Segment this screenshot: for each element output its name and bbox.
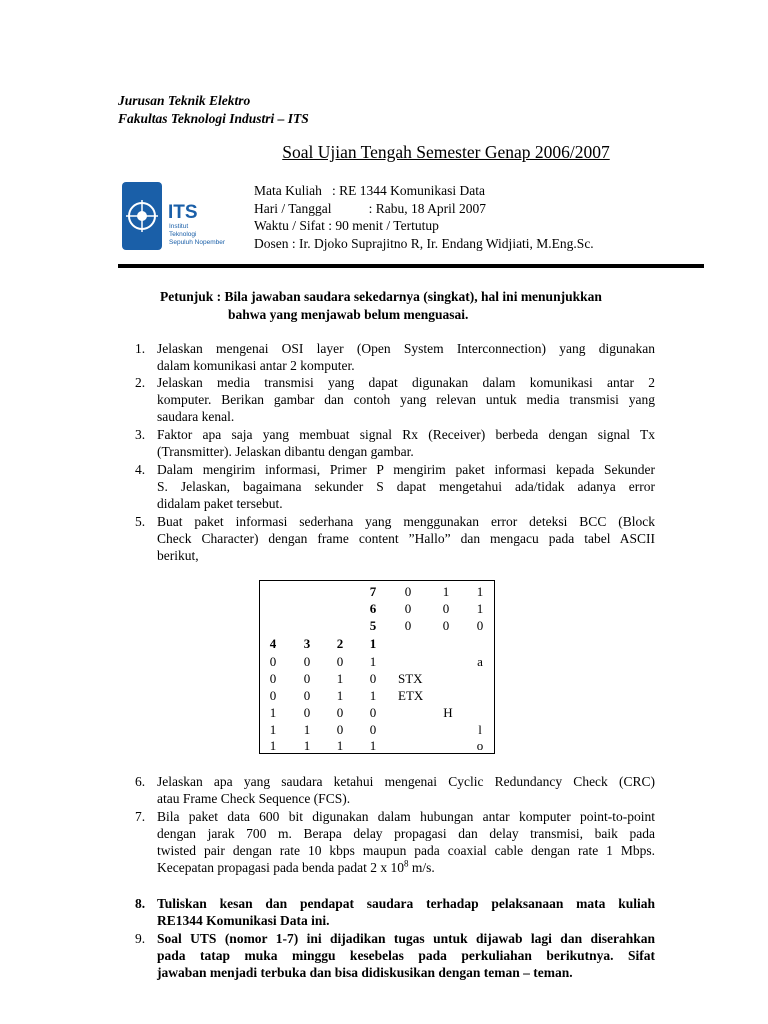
bit-value: 0 bbox=[369, 705, 377, 720]
question-line: (Transmitter). Jelaskan dibantu dengan gambar. bbox=[157, 444, 414, 459]
exponent: 8 bbox=[404, 858, 409, 869]
bit-value: 1 bbox=[303, 722, 311, 737]
question-2 bbox=[135, 374, 655, 425]
bit-label: 1 bbox=[369, 636, 377, 651]
its-logo-icon bbox=[120, 180, 232, 256]
question-line: dalam komunikasi antar 2 komputer. bbox=[157, 358, 355, 373]
question-4 bbox=[135, 461, 655, 512]
faculty-name: Fakultas Teknologi Industri – ITS bbox=[118, 111, 309, 126]
bit-value: 0 bbox=[404, 618, 412, 633]
question-6 bbox=[135, 773, 655, 807]
question-line: Jelaskan apa yang saudara ketahui mengenai Cyclic Redundancy Check (CRC) bbox=[157, 774, 655, 789]
bit-value: 1 bbox=[269, 722, 277, 737]
propagation-text: Kecepatan propagasi pada benda padat 2 x 10 bbox=[157, 860, 405, 875]
bit-label: 7 bbox=[369, 584, 377, 599]
bit-value: 0 bbox=[269, 688, 277, 703]
bit-label: 5 bbox=[369, 618, 377, 633]
question-number: 6. bbox=[135, 774, 146, 789]
ascii-table bbox=[259, 580, 495, 754]
question-line bbox=[157, 859, 655, 876]
question-line: komputer. Berikan gambar dan contoh yang relevan untuk media transmisi yang bbox=[157, 392, 655, 407]
ascii-char: l bbox=[478, 722, 482, 737]
question-number: 3. bbox=[135, 427, 146, 442]
question-line: S. Jelaskan, bagaimana sekunder S dapat mengetahui ada/tidak adanya error bbox=[157, 479, 655, 494]
question-number: 7. bbox=[135, 809, 146, 824]
logo-text: ITS bbox=[168, 202, 198, 223]
question-line: berikut, bbox=[157, 548, 199, 563]
bit-value: 1 bbox=[269, 738, 277, 753]
ascii-char: o bbox=[476, 738, 484, 753]
bit-value: 0 bbox=[442, 601, 450, 616]
question-line: Tuliskan kesan dan pendapat saudara terhadap pelaksanaan mata kuliah bbox=[157, 896, 655, 911]
question-7 bbox=[135, 808, 655, 876]
question-number: 1. bbox=[135, 341, 146, 356]
bit-value: 0 bbox=[303, 705, 311, 720]
course-info bbox=[254, 182, 594, 252]
bit-value: 1 bbox=[336, 671, 344, 686]
bit-value: 0 bbox=[476, 618, 484, 633]
bit-value: 0 bbox=[442, 618, 450, 633]
bit-value: 1 bbox=[369, 738, 377, 753]
question-line: pada tatap muka minggu kesebelas pada perkuliahan berikutnya. Sifat bbox=[157, 948, 655, 963]
bit-value: 1 bbox=[369, 654, 377, 669]
question-line: Jelaskan mengenai OSI layer (Open System Interconnection) yang digunakan bbox=[157, 341, 655, 356]
course-info-line: Mata Kuliah : RE 1344 Komunikasi Data bbox=[254, 183, 485, 198]
ascii-char: a bbox=[477, 654, 483, 669]
document-title: Soal Ujian Tengah Semester Genap 2006/2007 bbox=[282, 142, 610, 162]
question-8 bbox=[135, 895, 655, 929]
question-line: Soal UTS (nomor 1-7) ini dijadikan tugas untuk dijawab lagi dan diserahkan bbox=[157, 931, 655, 946]
instruction-block bbox=[160, 288, 658, 323]
question-line: jawaban menjadi terbuka dan bisa didiskusikan dengan teman – teman. bbox=[157, 965, 573, 980]
bit-value: 1 bbox=[476, 601, 484, 616]
question-line: Faktor apa saja yang membuat signal Rx (Receiver) berbeda dengan signal Tx bbox=[157, 427, 655, 442]
bit-value: 1 bbox=[303, 738, 311, 753]
question-number: 9. bbox=[135, 931, 146, 946]
bit-value: 0 bbox=[404, 584, 412, 599]
bit-label: 6 bbox=[369, 601, 377, 616]
bit-value: 0 bbox=[369, 671, 377, 686]
question-line: Bila paket data 600 bit digunakan dalam hubungan antar komputer point-to-point bbox=[157, 809, 655, 824]
question-9 bbox=[135, 930, 655, 981]
question-line: didalam paket tersebut. bbox=[157, 496, 283, 511]
bit-value: 1 bbox=[336, 738, 344, 753]
question-line: Dalam mengirim informasi, Primer P mengirim paket informasi kepada Sekunder bbox=[157, 462, 655, 477]
question-1 bbox=[135, 340, 655, 374]
its-logo bbox=[120, 180, 232, 256]
question-line: RE1344 Komunikasi Data ini. bbox=[157, 913, 330, 928]
instruction-line: Petunjuk : Bila jawaban saudara sekedarnya (singkat), hal ini menunjukkan bbox=[160, 289, 602, 304]
bit-value: 0 bbox=[336, 654, 344, 669]
question-line: atau Frame Check Sequence (FCS). bbox=[157, 791, 351, 806]
header-block bbox=[118, 92, 309, 128]
question-line: Check Character) dengan frame content ”Hallo” dan mengacu pada tabel ASCII bbox=[157, 531, 655, 546]
question-number: 5. bbox=[135, 514, 146, 529]
header-divider bbox=[118, 264, 704, 268]
course-info-line: Hari / Tanggal : Rabu, 18 April 2007 bbox=[254, 200, 487, 216]
bit-value: 1 bbox=[269, 705, 277, 720]
bit-label: 4 bbox=[269, 636, 277, 651]
bit-value: 0 bbox=[269, 671, 277, 686]
logo-subtext-3: Sepuluh Nopember bbox=[169, 239, 226, 246]
question-3 bbox=[135, 426, 655, 460]
question-line: twisted pair dengan rate 10 kbps maupun pada coaxial cable dengan rate 1 Mbps. bbox=[157, 843, 655, 858]
propagation-unit: m/s. bbox=[408, 860, 435, 875]
ascii-char: STX bbox=[398, 671, 423, 686]
question-number: 4. bbox=[135, 462, 146, 477]
question-line: dengan jarak 700 m. Berapa delay propagasi dan delay transmisi, baik pada bbox=[157, 826, 655, 841]
course-info-line: Waktu / Sifat : 90 menit / Tertutup bbox=[254, 218, 439, 233]
question-number: 2. bbox=[135, 375, 146, 390]
bit-value: 0 bbox=[336, 722, 344, 737]
bit-value: 0 bbox=[336, 705, 344, 720]
department-name: Jurusan Teknik Elektro bbox=[118, 93, 251, 108]
question-number: 8. bbox=[135, 896, 146, 911]
question-line: Jelaskan media transmisi yang dapat digunakan dalam komunikasi antar 2 bbox=[157, 375, 655, 390]
bit-value: 1 bbox=[476, 584, 484, 599]
bit-value: 0 bbox=[269, 654, 277, 669]
logo-subtext-1: Institut bbox=[169, 223, 189, 230]
logo-subtext-2: Teknologi bbox=[169, 231, 197, 238]
course-info-line: Dosen : Ir. Djoko Suprajitno R, Ir. Endang Widjiati, M.Eng.Sc. bbox=[254, 235, 594, 251]
bit-value: 1 bbox=[369, 688, 377, 703]
bit-label: 2 bbox=[336, 636, 344, 651]
bit-value: 0 bbox=[303, 654, 311, 669]
bit-value: 0 bbox=[369, 722, 377, 737]
ascii-char: H bbox=[443, 705, 453, 720]
question-line: Buat paket informasi sederhana yang menggunakan error deteksi BCC (Block bbox=[157, 514, 655, 529]
bit-label: 3 bbox=[303, 636, 311, 651]
bit-value: 0 bbox=[404, 601, 412, 616]
bit-value: 0 bbox=[303, 671, 311, 686]
question-line: saudara kenal. bbox=[157, 409, 235, 424]
question-5 bbox=[135, 513, 655, 564]
ascii-char: ETX bbox=[398, 688, 424, 703]
bit-value: 0 bbox=[303, 688, 311, 703]
bit-value: 1 bbox=[442, 584, 450, 599]
instruction-line: bahwa yang menjawab belum menguasai. bbox=[228, 306, 469, 322]
bit-value: 1 bbox=[336, 688, 344, 703]
